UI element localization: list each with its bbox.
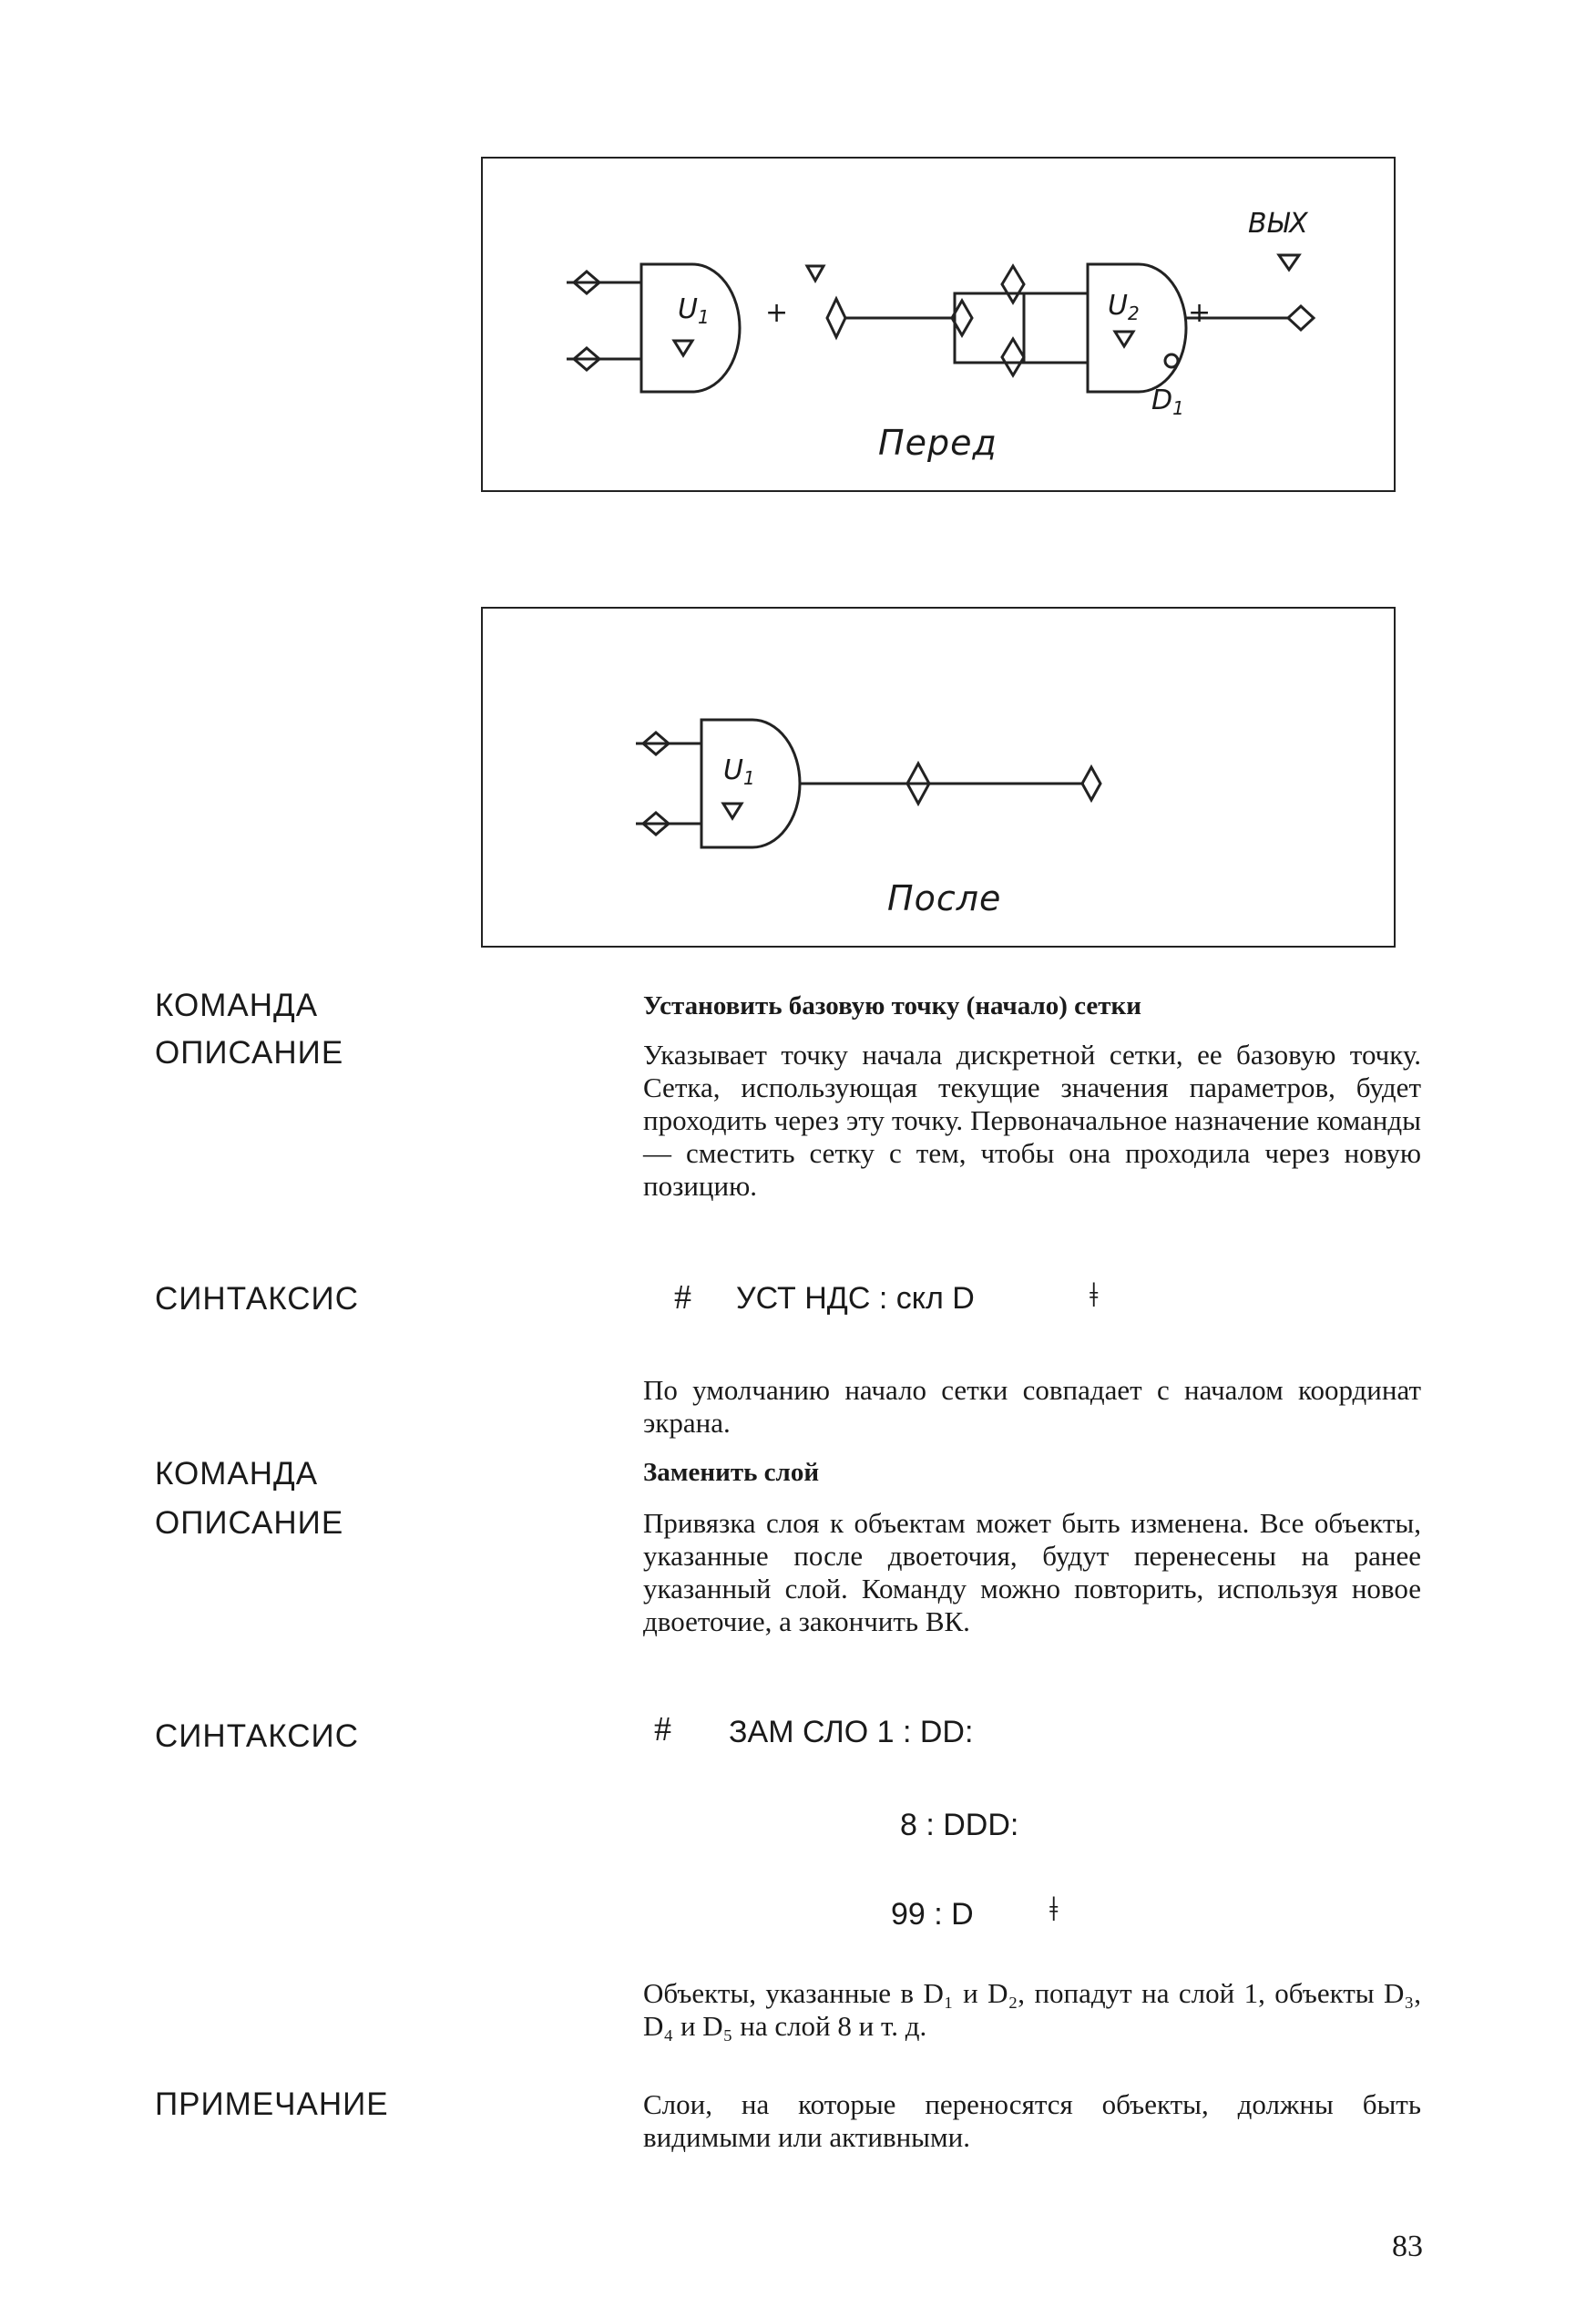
gate-u1-label: $U_1$ <box>678 293 710 328</box>
remark-label: ПРИМЕЧАНИЕ <box>155 2086 389 2122</box>
out-marker <box>1279 255 1299 270</box>
syntax-line-2-1: ЗАМ СЛО 1 : DD: <box>729 1715 974 1749</box>
figure-after-caption: После <box>887 878 1002 918</box>
objects-text: Объекты, указанные в D₁ и D₂, попадут на слой 1, объекты D₃, D₄ и D₅ на слой 8 и т. д. <box>643 1977 1421 2042</box>
syntax-end-2: ǂ <box>1049 1891 1059 1929</box>
figure-after <box>481 607 1396 948</box>
u1-marker <box>807 266 824 281</box>
u1-inner-marker <box>674 341 692 355</box>
syntax-hash-2: # <box>654 1710 671 1748</box>
syntax-end-1: ǂ <box>1090 1276 1099 1315</box>
command-label-2: КОМАНДА <box>155 1456 319 1492</box>
gate-u1-shape <box>641 264 740 392</box>
page-number: 83 <box>1392 2230 1423 2263</box>
plus-sign-u2: + <box>1188 297 1212 329</box>
command-title-1: Установить базовую точку (начало) сетки <box>643 991 1141 1020</box>
gate-u2-shape <box>1088 264 1186 392</box>
command-label-1: КОМАНДА <box>155 988 319 1023</box>
syntax-line-2-3: 99 : D <box>891 1897 974 1932</box>
u1-output-pin <box>827 299 845 337</box>
remark-text: Слои, на которые переносятся объекты, должны быть видимыми или активными. <box>643 2088 1421 2153</box>
gate-u1-label-after: $U_1$ <box>723 754 755 789</box>
plus-sign-u1: + <box>765 297 789 329</box>
syntax-text-1: УСТ НДС : скл D <box>736 1281 975 1316</box>
syntax-label-2: СИНТАКСИС <box>155 1718 359 1754</box>
description-label-2: ОПИСАНИЕ <box>155 1505 344 1541</box>
command-title-2: Заменить слой <box>643 1458 820 1487</box>
syntax-note-1: По умолчанию начало сетки совпадает с началом координат экрана. <box>643 1374 1421 1439</box>
figure-before-caption: Перед <box>878 423 998 463</box>
description-text-2: Привязка слоя к объектам может быть изменена. Все объекты, указанные после двоеточия, будут перенесены на ранее указанный слой. Команду можно повторить, используя новое двоеточие, а закончить ВК. <box>643 1507 1421 1637</box>
u1-inner-marker-after <box>723 804 742 818</box>
figure-before <box>481 157 1396 492</box>
syntax-label-1: СИНТАКСИС <box>155 1281 359 1317</box>
out-label: ВЫХ <box>1248 208 1308 240</box>
d1-label: $D_1$ <box>1151 384 1184 419</box>
d1-dot <box>1165 354 1178 367</box>
u2-inner-marker <box>1115 332 1133 346</box>
syntax-hash-1: # <box>674 1278 691 1317</box>
description-text-1: Указывает точку начала дискретной сетки, ее базовую точку. Сетка, использующая текущие значения параметров, будет проходить через эту точку. Первоначальное назначение команды — сместить сетку с тем, чтобы она проходила через новую позицию. <box>643 1039 1421 1202</box>
end-pin-after <box>1082 767 1100 800</box>
gate-u2-label: $U_2$ <box>1108 290 1140 324</box>
out-pin <box>1288 306 1314 330</box>
description-label-1: ОПИСАНИЕ <box>155 1035 344 1071</box>
syntax-line-2-2: 8 : DDD: <box>900 1808 1019 1842</box>
